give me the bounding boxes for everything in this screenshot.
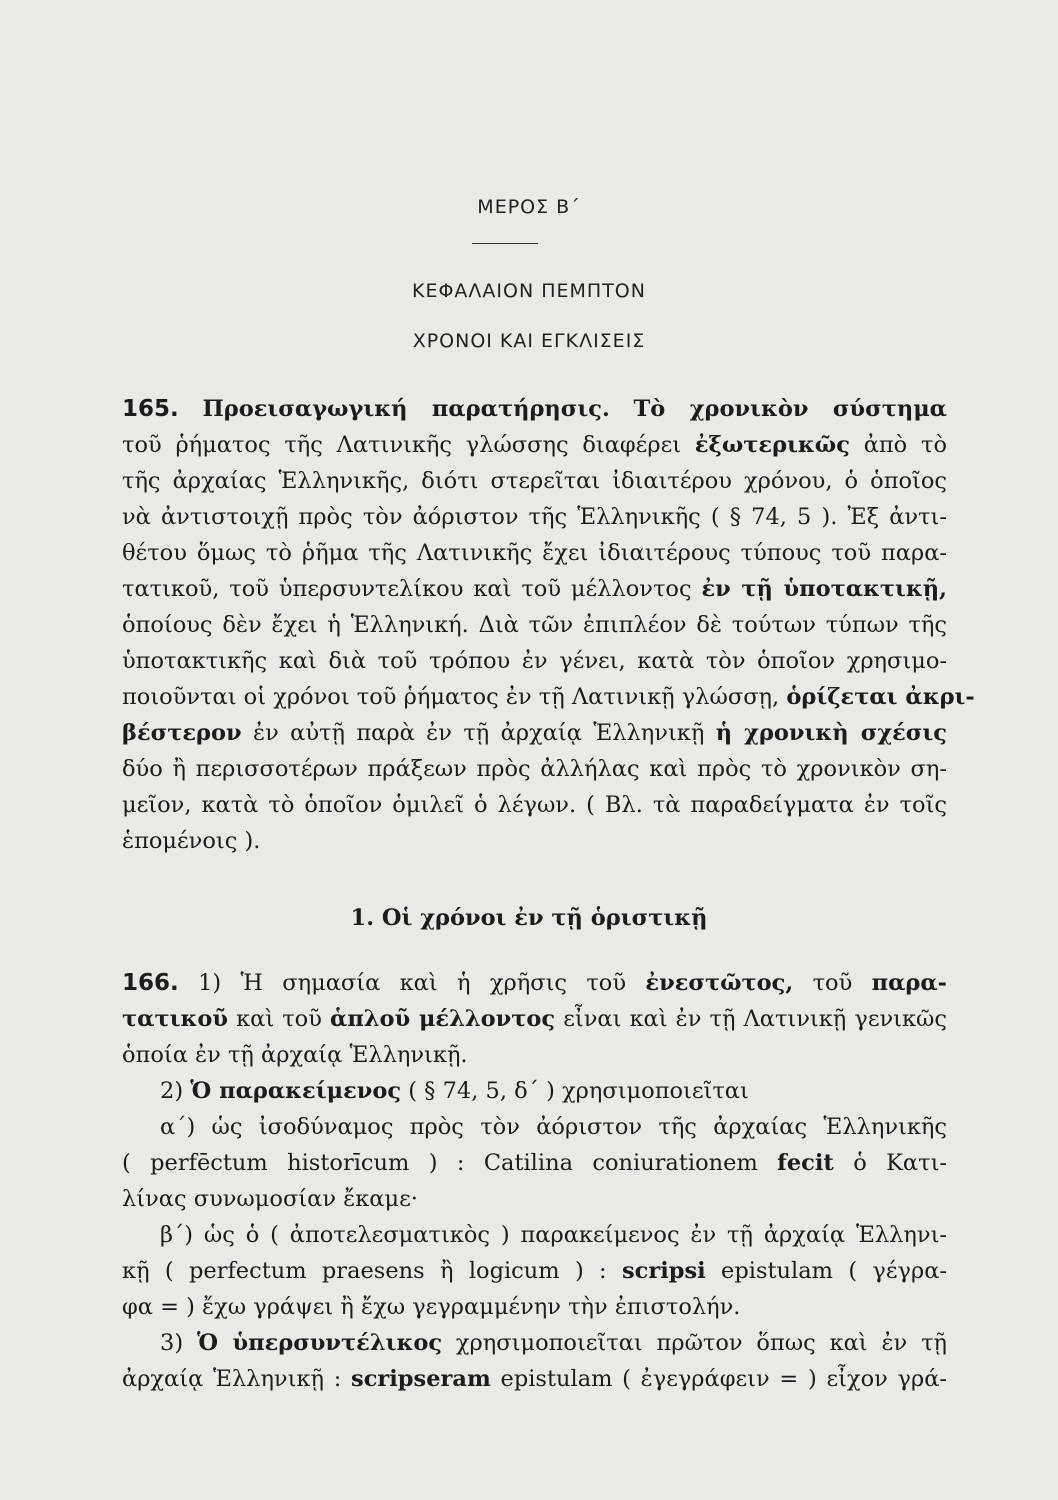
para-166-line-1: 166. 1) Ἡ σημασία καὶ ἡ χρῆσις τοῦ ἐνεστῶτος, τοῦ παρα- — [122, 970, 948, 996]
subsection-title: 1. Οἱ χρόνοι ἐν τῇ ὁριστικῇ — [350, 905, 708, 931]
para-166-line-6: ( perfēctum historīcum ) : Catilina coniurationem fecit ὁ Κατι- — [122, 1150, 948, 1176]
para-165-line-6: τατικοῦ, τοῦ ὑπερσυντελίκου καὶ τοῦ μέλλοντος ἐν τῇ ὑποτακτικῇ, — [122, 576, 947, 602]
para-165-line-4: νὰ ἀντιστοιχῇ πρὸς τὸν ἀόριστον τῆς Ἑλληνικῆς ( § 74, 5 ). Ἐξ ἀντι- — [122, 504, 947, 530]
para-165-line-7: ὁποίους δὲν ἔχει ἡ Ἑλληνική. Διὰ τῶν ἐπιπλέον δὲ τούτων τύπων τῆς — [122, 612, 947, 638]
para-165-line-3: τῆς ἀρχαίας Ἑλληνικῆς, διότι στερεῖται ἰδιαιτέρου χρόνου, ὁ ὁποῖος — [122, 468, 947, 494]
para-165-line-5: θέτου ὅμως τὸ ῥῆμα τῆς Λατινικῆς ἔχει ἰδιαιτέρους τύπους τοῦ παρα- — [122, 540, 947, 566]
title-divider — [472, 243, 538, 244]
para-166-line-12: ἀρχαίᾳ Ἑλληνικῇ : scripseram epistulam ( ἐγεγράφειν = ) εἶχον γρά- — [122, 1366, 948, 1392]
part-title: ΜΕΡΟΣ Β΄ — [477, 196, 581, 218]
para-165-line-8: ὑποτακτικῆς καὶ διὰ τοῦ τρόπου ἐν γένει, κατὰ τὸν ὁποῖον χρησιμο- — [122, 648, 947, 674]
para-166-line-3: ὁποία ἐν τῇ ἀρχαίᾳ Ἑλληνικῇ. — [122, 1042, 468, 1068]
para-165-line-10: βέστερον ἐν αὐτῇ παρὰ ἐν τῇ ἀρχαίᾳ Ἑλληνικῇ ἡ χρονικὴ σχέσις — [122, 720, 947, 746]
para-166-line-11: 3) Ὁ ὑπερσυντέλικος χρησιμοποιεῖται πρῶτον ὅπως καὶ ἐν τῇ — [160, 1330, 947, 1356]
para-165-line-11: δύο ἢ περισσοτέρων πράξεων πρὸς ἀλλήλας καὶ πρὸς τὸ χρονικὸν ση- — [122, 756, 947, 782]
para-166-line-9: κῇ ( perfectum praesens ἢ logicum ) : scripsi epistulam ( γέγρα- — [122, 1258, 948, 1284]
para-165-line-1: 165. Προεισαγωγική παρατήρησις. Τὸ χρονικὸν σύστημα — [122, 396, 947, 422]
para-166-line-2: τατικοῦ καὶ τοῦ ἁπλοῦ μέλλοντος εἶναι καὶ ἐν τῇ Λατινικῇ γενικῶς — [122, 1006, 947, 1032]
para-166-line-5: α΄) ὡς ἰσοδύναμος πρὸς τὸν ἀόριστον τῆς ἀρχαίας Ἑλληνικῆς — [160, 1114, 947, 1140]
para-166-line-8: β΄) ὡς ὁ ( ἀποτελεσματικὸς ) παρακείμενος ἐν τῇ ἀρχαίᾳ Ἑλληνι- — [160, 1222, 947, 1248]
section-number-166: 166. — [122, 970, 179, 996]
para-165-line-13: ἑπομένοις ). — [122, 828, 261, 854]
para-166-line-7: λίνας συνωμοσίαν ἔκαμε· — [122, 1186, 418, 1212]
chapter-subtitle: ΧΡΟΝΟΙ ΚΑΙ ΕΓΚΛΙΣΕΙΣ — [412, 330, 646, 352]
chapter-title: ΚΕΦΑΛΑΙΟΝ ΠΕΜΠΤΟΝ — [412, 280, 646, 302]
para-166-line-10: φα = ) ἔχω γράψει ἢ ἔχω γεγραμμένην τὴν ἐπιστολήν. — [122, 1294, 741, 1320]
section-number-165: 165. — [122, 396, 179, 422]
para-165-line-12: μεῖον, κατὰ τὸ ὁποῖον ὁμιλεῖ ὁ λέγων. ( Βλ. τὰ παραδείγματα ἐν τοῖς — [122, 792, 947, 818]
para-165-line-2: τοῦ ῥήματος τῆς Λατινικῆς γλώσσης διαφέρει ἐξωτερικῶς ἀπὸ τὸ — [122, 432, 947, 458]
section-heading-165: Προεισαγωγική παρατήρησις. — [202, 396, 610, 422]
para-165-line-9: ποιοῦνται οἱ χρόνοι τοῦ ῥήματος ἐν τῇ Λατινικῇ γλώσσῃ, ὁρίζεται ἀκρι- — [122, 684, 975, 710]
para-166-line-4: 2) Ὁ παρακείμενος ( § 74, 5, δ΄ ) χρησιμοποιεῖται — [160, 1078, 749, 1104]
